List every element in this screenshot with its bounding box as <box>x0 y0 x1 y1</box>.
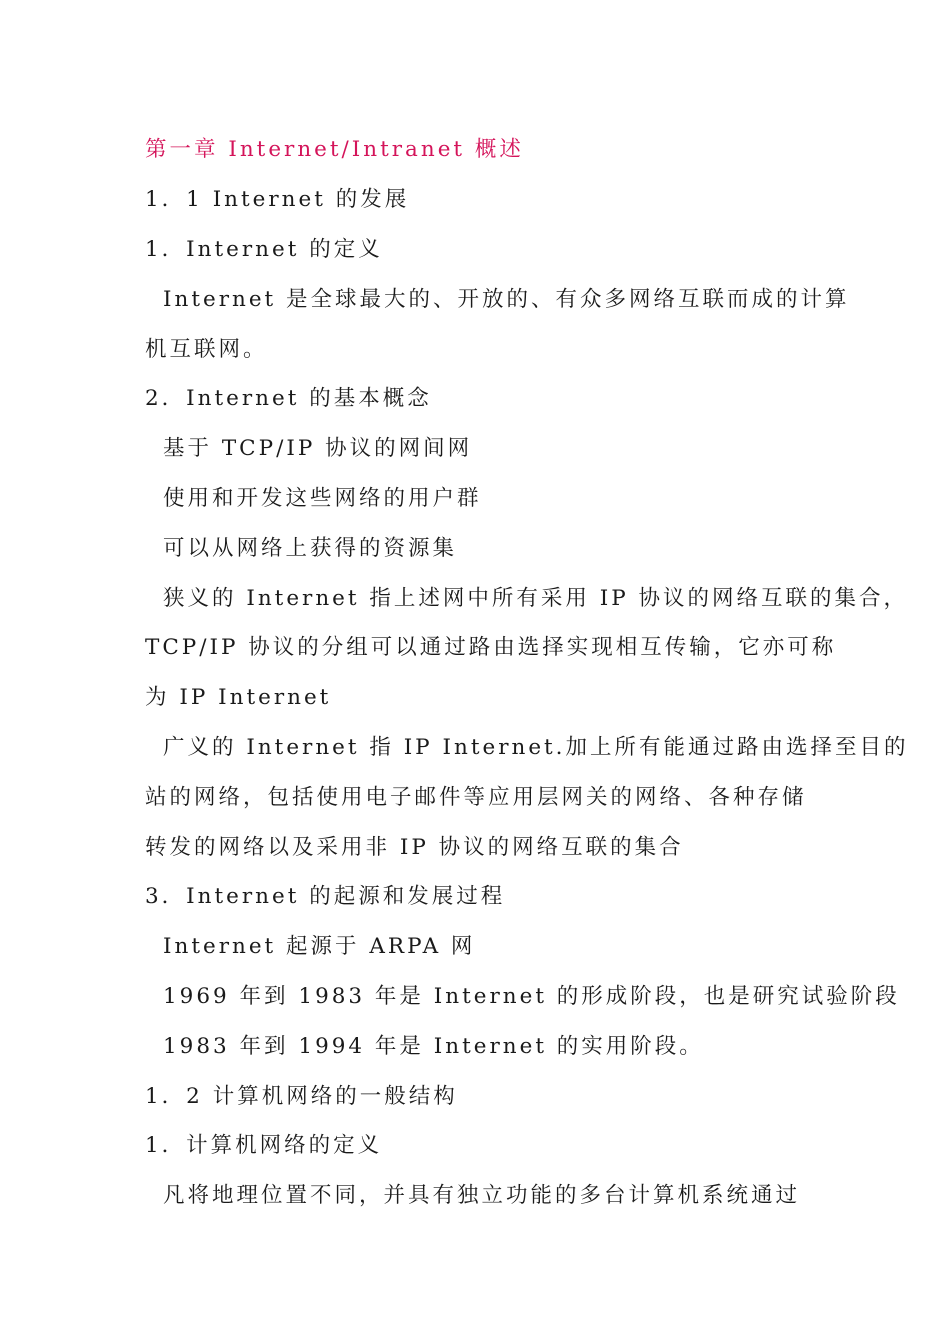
paragraph-line: Internet 是全球最大的、开放的、有众多网络互联而成的计算 <box>163 287 850 312</box>
paragraph-line: 广义的 Internet 指 IP Internet.加上所有能通过路由选择至目的 <box>163 735 909 760</box>
paragraph-line: 1969 年到 1983 年是 Internet 的形成阶段，也是研究试验阶段 <box>163 984 900 1009</box>
chapter-title: 第一章 Internet/Intranet 概述 <box>145 137 524 162</box>
paragraph-line: 可以从网络上获得的资源集 <box>163 536 458 561</box>
subsection-heading: 3．Internet 的起源和发展过程 <box>145 884 506 909</box>
subsection-heading: 2．Internet 的基本概念 <box>145 386 432 411</box>
section-heading: 1．2 计算机网络的一般结构 <box>145 1084 458 1109</box>
subsection-heading: 1．Internet 的定义 <box>145 237 383 262</box>
paragraph-line: 基于 TCP/IP 协议的网间网 <box>163 436 473 461</box>
paragraph-line: 1983 年到 1994 年是 Internet 的实用阶段。 <box>163 1034 704 1059</box>
paragraph-line: 使用和开发这些网络的用户群 <box>163 486 482 511</box>
paragraph-line: 凡将地理位置不同，并具有独立功能的多台计算机系统通过 <box>163 1183 801 1208</box>
section-heading: 1．1 Internet 的发展 <box>145 187 410 212</box>
paragraph-line: Internet 起源于 ARPA 网 <box>163 934 476 959</box>
paragraph-line: 狭义的 Internet 指上述网中所有采用 IP 协议的网络互联的集合， <box>163 586 908 611</box>
subsection-heading: 1．计算机网络的定义 <box>145 1133 383 1158</box>
paragraph-line: 转发的网络以及采用非 IP 协议的网络互联的集合 <box>145 835 684 860</box>
paragraph-line: 机互联网。 <box>145 337 268 362</box>
paragraph-line: TCP/IP 协议的分组可以通过路由选择实现相互传输，它亦可称 <box>145 635 837 660</box>
paragraph-line: 站的网络，包括使用电子邮件等应用层网关的网络、各种存储 <box>145 785 807 810</box>
paragraph-line: 为 IP Internet <box>145 685 332 710</box>
